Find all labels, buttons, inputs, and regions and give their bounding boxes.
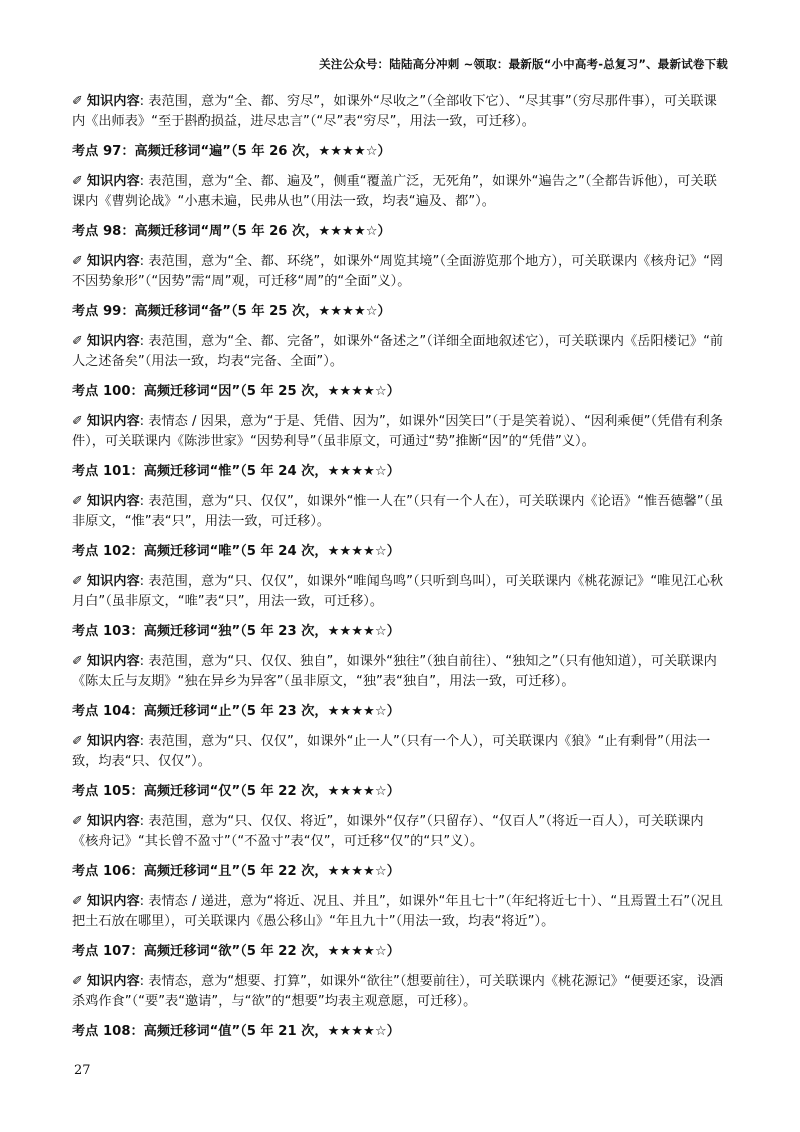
exam-point-97 — [72, 142, 728, 212]
knowledge-text: : 表范围，意为“只、仅仅、独自”，如课外“独往”（独自前往）、“独知之”（只有他知道），可关联课内《陈太丘与友期》“独在异乡为异客”（虽非原文，“独”表“独自”，用法一致，可迁移）。 — [72, 654, 717, 689]
knowledge-paragraph — [72, 492, 728, 532]
knowledge-paragraph — [72, 252, 728, 292]
exam-point-102 — [72, 542, 728, 612]
knowledge-paragraph — [72, 972, 728, 1012]
exam-point-99 — [72, 302, 728, 372]
knowledge-paragraph — [72, 572, 728, 612]
exam-point-heading: 考点 103：高频迁移词“独”（5 年 23 次，★★★★☆） — [72, 624, 400, 639]
knowledge-text: : 表范围，意为“全、都、环绕”，如课外“周览其境”（全面游览那个地方），可关联课内《核舟记》“罔不因势象形”（“因势”需“周”观，可迁移“周”的“全面”义）。 — [72, 254, 724, 289]
knowledge-paragraph — [72, 732, 728, 772]
knowledge-text: : 表情态 / 因果，意为“于是、凭借、因为”，如课外“因笑曰”（于是笑着说）、“因利乘便”（凭借有利条件），可关联课内《陈涉世家》“因势利导”（虽非原文，可通过“势”推断“因”的“凭借”义）。 — [72, 414, 723, 449]
exam-point-104 — [72, 702, 728, 772]
knowledge-label: 知识内容 — [86, 494, 140, 509]
pencil-icon: ✐ — [72, 174, 83, 189]
knowledge-label: 知识内容 — [86, 814, 140, 829]
knowledge-text: : 表范围，意为“全、都、完备”，如课外“备述之”（详细全面地叙述它），可关联课内《岳阳楼记》“前人之述备矣”（用法一致，均表“完备、全面”）。 — [72, 334, 724, 369]
knowledge-label: 知识内容 — [86, 894, 140, 909]
pencil-icon: ✐ — [72, 894, 83, 909]
exam-point-101 — [72, 462, 728, 532]
exam-point-heading: 考点 105：高频迁移词“仅”（5 年 22 次，★★★★☆） — [72, 784, 400, 799]
exam-point-heading: 考点 106：高频迁移词“且”（5 年 22 次，★★★★☆） — [72, 864, 400, 879]
knowledge-label: 知识内容 — [86, 174, 140, 189]
exam-point-106 — [72, 862, 728, 932]
knowledge-text: : 表范围，意为“全、都、遍及”，侧重“覆盖广泛，无死角”，如课外“遍告之”（全都告诉他），可关联课内《曹刿论战》“小惠未遍，民弗从也”（用法一致，均表“遍及、都”）。 — [72, 174, 717, 209]
knowledge-label: 知识内容 — [86, 654, 140, 669]
knowledge-paragraph — [72, 172, 728, 212]
exam-point-100 — [72, 382, 728, 452]
pencil-icon: ✐ — [72, 574, 83, 589]
knowledge-text: : 表情态，意为“想要、打算”，如课外“欲往”（想要前往），可关联课内《桃花源记》“便要还家，设酒杀鸡作食”（“要”表“邀请”，与“欲”的“想要”均表主观意愿，可迁移）。 — [72, 974, 724, 1009]
knowledge-text: : 表范围，意为“全、都、穷尽”，如课外“尽收之”（全部收下它）、“尽其事”（穷尽那件事），可关联课内《出师表》“至于斟酌损益，进尽忠言”（“尽”表“穷尽”，用法一致，可迁移）。 — [72, 94, 717, 129]
exam-point-heading: 考点 99：高频迁移词“备”（5 年 25 次，★★★★☆） — [72, 304, 391, 319]
pencil-icon: ✐ — [72, 814, 83, 829]
pencil-icon: ✐ — [72, 734, 83, 749]
exam-point-heading: 考点 101：高频迁移词“惟”（5 年 24 次，★★★★☆） — [72, 464, 400, 479]
knowledge-label: 知识内容 — [86, 254, 140, 269]
exam-point-heading: 考点 104：高频迁移词“止”（5 年 23 次，★★★★☆） — [72, 704, 400, 719]
knowledge-text: : 表范围，意为“只、仅仅”，如课外“止一人”（只有一个人），可关联课内《狼》“止有剩骨”（用法一致，均表“只、仅仅”）。 — [72, 734, 711, 769]
knowledge-paragraph — [72, 812, 728, 852]
exam-point-98 — [72, 222, 728, 292]
page-header: 关注公众号：陆陆高分冲刺 ~领取：最新版“小中高考-总复习”、最新试卷下载 — [319, 57, 728, 71]
knowledge-text: : 表范围，意为“只、仅仅”，如课外“惟一人在”（只有一个人在），可关联课内《论语》“惟吾德馨”（虽非原文，“惟”表“只”，用法一致，可迁移）。 — [72, 494, 724, 529]
exam-point-108-heading: 考点 108：高频迁移词“值”（5 年 21 次，★★★★☆） — [72, 1024, 400, 1039]
page-number: 27 — [74, 1063, 91, 1078]
exam-point-heading: 考点 107：高频迁移词“欲”（5 年 22 次，★★★★☆） — [72, 944, 400, 959]
knowledge-label: 知识内容 — [86, 574, 140, 589]
exam-point-105 — [72, 782, 728, 852]
knowledge-paragraph — [72, 412, 728, 452]
knowledge-paragraph-intro — [72, 92, 728, 132]
knowledge-text: : 表范围，意为“只、仅仅”，如课外“唯闻鸟鸣”（只听到鸟叫），可关联课内《桃花源记》“唯见江心秋月白”（虽非原文，“唯”表“只”，用法一致，可迁移）。 — [72, 574, 724, 609]
knowledge-text: : 表情态 / 递进，意为“将近、况且、并且”，如课外“年且七十”（年纪将近七十）、“且焉置土石”（况且把土石放在哪里），可关联课内《愚公移山》“年且九十”（用法一致，均表“将近”）。 — [72, 894, 723, 929]
knowledge-label: 知识内容 — [86, 334, 140, 349]
knowledge-paragraph — [72, 652, 728, 692]
exam-point-107 — [72, 942, 728, 1012]
document-body — [72, 92, 728, 1052]
knowledge-label: 知识内容 — [86, 734, 140, 749]
pencil-icon: ✐ — [72, 654, 83, 669]
pencil-icon: ✐ — [72, 974, 83, 989]
knowledge-label: 知识内容 — [86, 94, 140, 109]
pencil-icon: ✐ — [72, 254, 83, 269]
knowledge-text: : 表范围，意为“只、仅仅、将近”，如课外“仅存”（只留存）、“仅百人”（将近一百人），可关联课内《核舟记》“其长曾不盈寸”（“不盈寸”表“仅”，可迁移“仅”的“只”义）。 — [72, 814, 704, 849]
exam-point-heading: 考点 98：高频迁移词“周”（5 年 26 次，★★★★☆） — [72, 224, 391, 239]
exam-point-heading: 考点 102：高频迁移词“唯”（5 年 24 次，★★★★☆） — [72, 544, 400, 559]
knowledge-label: 知识内容 — [86, 974, 140, 989]
pencil-icon: ✐ — [72, 334, 83, 349]
exam-point-heading: 考点 100：高频迁移词“因”（5 年 25 次，★★★★☆） — [72, 384, 400, 399]
knowledge-paragraph — [72, 892, 728, 932]
pencil-icon: ✐ — [72, 414, 83, 429]
pencil-icon: ✐ — [72, 94, 83, 109]
knowledge-label: 知识内容 — [86, 414, 140, 429]
knowledge-paragraph — [72, 332, 728, 372]
exam-point-heading: 考点 97：高频迁移词“遍”（5 年 26 次，★★★★☆） — [72, 144, 391, 159]
pencil-icon: ✐ — [72, 494, 83, 509]
exam-point-103 — [72, 622, 728, 692]
